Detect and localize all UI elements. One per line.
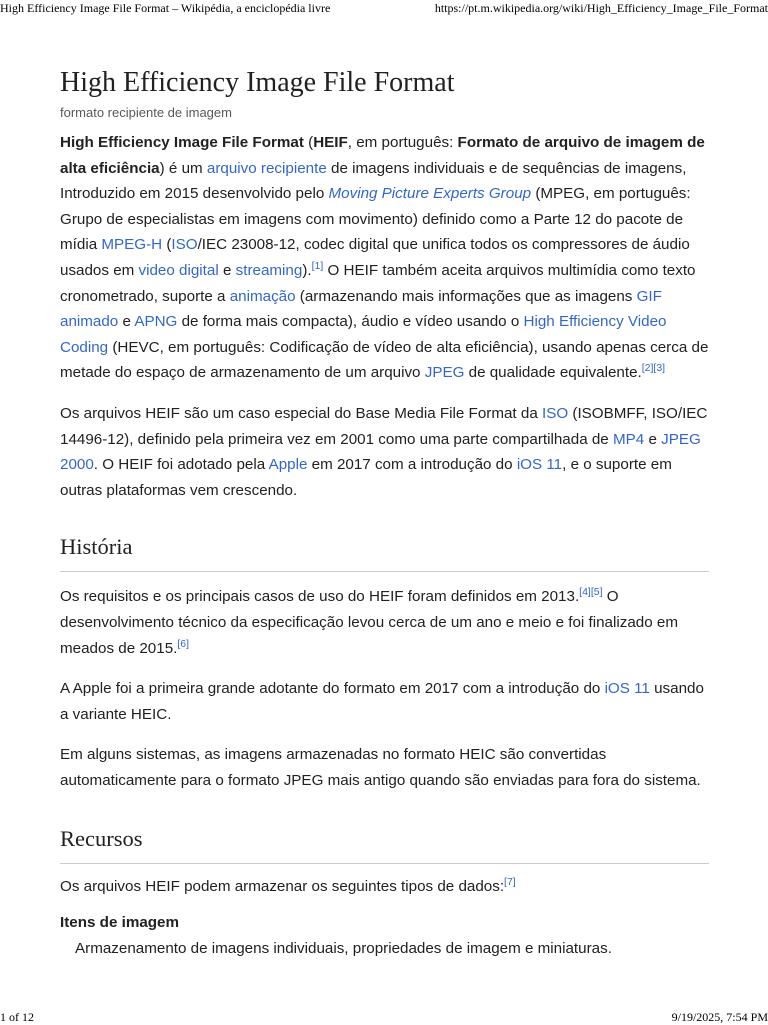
link-mp4[interactable]: MP4 (612, 430, 645, 448)
intro-paragraph-2: Os arquivos HEIF são um caso especial do Base Media File Format da ISO (ISOBMFF, ISO/IEC 14496-12), definido pela primeira vez em 2001 como uma parte compartilhada de MP4 e JPEG 2000. O HEIF foi adotado pela Apple em 2017 com a introdução do iOS 11, e o suporte em outras plataformas vem crescendo. (60, 404, 708, 499)
link-moving-picture-experts-group[interactable]: Moving Picture Experts Group (328, 185, 532, 203)
link-apple[interactable]: Apple (268, 456, 308, 474)
link-streaming[interactable]: streaming (235, 261, 303, 279)
link-ios-11[interactable]: iOS 11 (604, 680, 650, 698)
definition-term: Itens de imagem (60, 914, 180, 932)
reference-7[interactable]: [7] (504, 876, 516, 889)
intro-paragraph: High Efficiency Image File Format (HEIF, em português: Formato de arquivo de imagem de alta eficiência) é um arquivo recipiente de imagens individuais e de sequências de imagens, Introduzido em 2015 desenvolvido pelo Moving Picture Experts Group (MPEG, em português: Grupo de especialistas em imagens com movimento) definido como a Parte 12 do pacote de mídia MPEG-H (ISO/IEC 23008-12, codec digital que unifica todos os compressores de áudio usados em video digital e streaming).[1] O HEIF também aceita arquivos multimídia como texto cronometrado, suporte a animação (armazenando mais informações que as imagens GIF animado e APNG de forma mais compacta), áudio e vídeo usando o High Efficiency Video Coding (HEVC, em português: Codificação de vídeo de alta eficiência), usando apenas cerca de metade do espaço de armazenamento de um arquivo JPEG de qualidade equivalente.[2][3] (60, 134, 709, 382)
print-header-url: https://pt.m.wikipedia.org/wiki/High_Efficiency_Image_File_Format (434, 1, 768, 15)
page-title: High Efficiency Image File Format (60, 67, 455, 98)
reference-6[interactable]: [6] (177, 637, 190, 650)
bold-term: Formato de arquivo de imagem de alta eficiência (60, 134, 705, 177)
link-hevc[interactable]: High Efficiency Video Coding (60, 313, 667, 356)
section-heading-recursos[interactable]: Recursos (60, 823, 709, 864)
link-iso[interactable]: ISO (171, 236, 198, 254)
link-mpeg-h[interactable]: MPEG-H (101, 236, 163, 254)
reference-1[interactable]: [1] (311, 259, 324, 272)
link-arquivo-recipiente[interactable]: arquivo recipiente (206, 159, 327, 177)
historia-paragraph-1: Os requisitos e os principais casos de uso do HEIF foram definidos em 2013.[4][5] O desenvolvimento técnico da especificação levou cerca de um ano e meio e foi finalizado em meados de 2015.[6] (60, 586, 678, 657)
print-header-page-title: High Efficiency Image File Format – Wikipédia, a enciclopédia livre (0, 1, 331, 15)
link-ios-11[interactable]: iOS 11 (516, 456, 563, 474)
bold-term: HEIF (313, 134, 348, 151)
recursos-paragraph: Os arquivos HEIF podem armazenar os seguintes tipos de dados:[7] (60, 876, 516, 896)
print-footer (0, 1010, 768, 1025)
print-header (0, 1, 768, 16)
historia-paragraph-3: Em alguns sistemas, as imagens armazenadas no formato HEIC são convertidas automaticamente para o formato JPEG mais antigo quando são enviadas para fora do sistema. (60, 746, 701, 789)
section-heading-historia[interactable]: História (60, 531, 709, 572)
definition-description: Armazenamento de imagens individuais, propriedades de imagem e miniaturas. (75, 939, 612, 957)
page-counter: 1 of 12 (0, 1010, 34, 1024)
bold-term: High Efficiency Image File Format (60, 134, 304, 151)
link-iso[interactable]: ISO (542, 404, 569, 422)
print-timestamp: 9/19/2025, 7:54 PM (671, 1010, 768, 1024)
historia-paragraph-2: A Apple foi a primeira grande adotante do formato em 2017 com a introdução do iOS 11 usando a variante HEIC. (60, 680, 704, 723)
link-video-digital[interactable]: video digital (138, 261, 219, 279)
link-jpeg[interactable]: JPEG (424, 364, 465, 382)
link-apng[interactable]: APNG (134, 313, 178, 331)
reference-4-5[interactable]: [4][5] (579, 586, 603, 599)
link-animacao[interactable]: animação (229, 287, 296, 305)
page-subtitle: formato recipiente de imagem (60, 105, 232, 120)
link-gif-animado[interactable]: GIF animado (60, 287, 662, 331)
link-jpeg-2000[interactable]: JPEG 2000 (60, 430, 701, 474)
article-content (60, 64, 709, 961)
reference-2-3[interactable]: [2][3] (641, 362, 666, 375)
